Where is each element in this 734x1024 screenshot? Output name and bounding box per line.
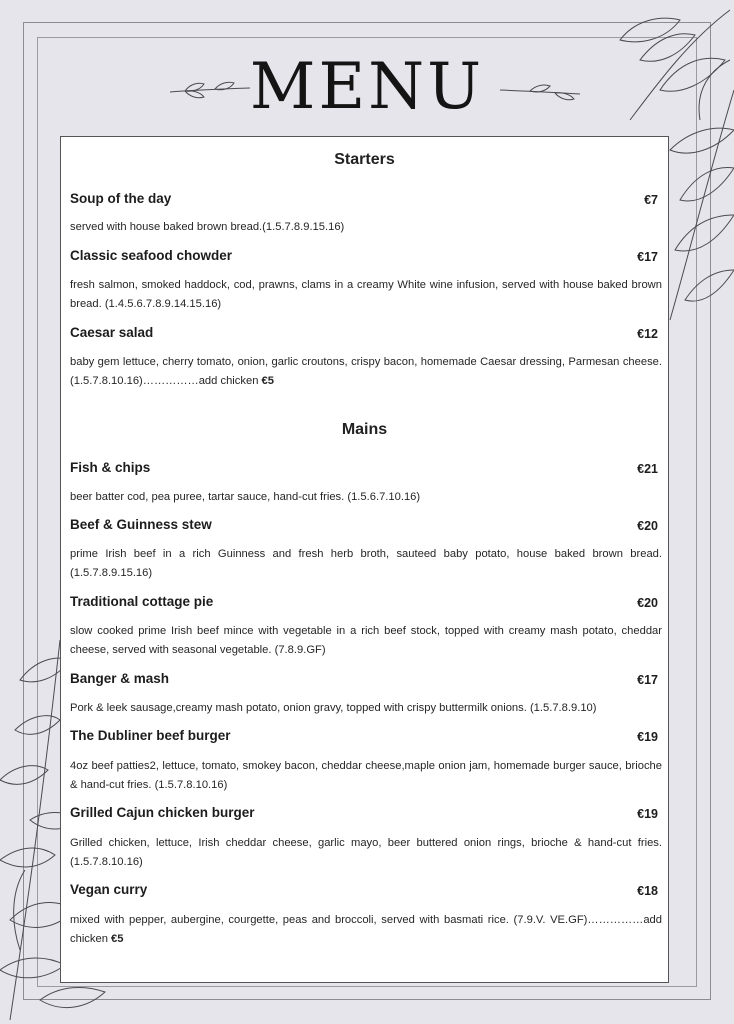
item-price: €20	[637, 596, 658, 610]
item-price: €17	[637, 673, 658, 687]
item-desc: 4oz beef patties2, lettuce, tomato, smokey bacon, cheddar cheese,maple onion jam, homemade burger sauce, brioche & hand-cut fries. (1.5.7.8.10.16)	[70, 760, 662, 791]
item-price: €18	[637, 884, 658, 898]
item-price: €17	[637, 250, 658, 264]
item-price: €21	[637, 462, 658, 476]
item-price: €12	[637, 327, 658, 341]
item-desc: Grilled chicken, lettuce, Irish cheddar cheese, garlic mayo, beer buttered onion rings, brioche & hand-cut fries. (1.5.7.8.10.16)	[70, 837, 662, 868]
item-name: Soup of the day	[70, 191, 172, 206]
item-name: Fish & chips	[70, 460, 151, 475]
item-price: €19	[637, 807, 658, 821]
item-desc: slow cooked prime Irish beef mince with vegetable in a rich beef stock, topped with creamy mash potato, cheddar cheese, served with seasonal vegetable. (7.8.9.GF)	[70, 625, 662, 656]
item-desc	[70, 353, 662, 391]
item-desc: beer batter cod, pea puree, tartar sauce, hand-cut fries. (1.5.6.7.10.16)	[70, 491, 421, 503]
item-desc: Pork & leek sausage,creamy mash potato, onion gravy, topped with crispy buttermilk onions. (1.5.7.8.9.10)	[70, 702, 597, 714]
item-desc: fresh salmon, smoked haddock, cod, prawns, clams in a creamy White wine infusion, served with house baked brown bread. (1.4.5.6.7.8.9.14.15.16)	[70, 279, 662, 310]
menu-card	[60, 136, 669, 983]
item-price: €19	[637, 730, 658, 744]
item-price: €7	[644, 193, 658, 207]
item-desc: served with house baked brown bread.(1.5.7.8.9.15.16)	[70, 221, 345, 233]
item-name: Grilled Cajun chicken burger	[70, 805, 255, 820]
item-name: Banger & mash	[70, 671, 170, 686]
section-heading-mains: Mains	[341, 421, 388, 438]
add-on-price: €5	[111, 933, 124, 945]
item-name: Classic seafood chowder	[70, 248, 233, 263]
item-desc: prime Irish beef in a rich Guinness and fresh herb broth, sauteed baby potato, house baked brown bread. (1.5.7.8.9.15.16)	[70, 548, 662, 579]
section-heading-starters: Starters	[334, 151, 395, 168]
item-name: Beef & Guinness stew	[70, 517, 212, 532]
item-desc-text: baby gem lettuce, cherry tomato, onion, garlic croutons, crispy bacon, homemade Caesar dressing, Parmesan cheese. (1.5.7.8.10.16)……………add chicken	[70, 356, 662, 387]
item-desc	[70, 911, 662, 949]
item-name: The Dubliner beef burger	[70, 728, 231, 743]
menu-title: MENU	[249, 50, 485, 124]
item-name: Traditional cottage pie	[70, 594, 214, 609]
add-on-price: €5	[261, 375, 274, 387]
item-name: Vegan curry	[70, 882, 148, 897]
item-name: Caesar salad	[70, 325, 154, 340]
item-price: €20	[637, 519, 658, 533]
item-desc-text: mixed with pepper, aubergine, courgette, peas and broccoli, served with basmati rice. (7.9.V. VE.GF)……………add chicken	[70, 914, 662, 945]
